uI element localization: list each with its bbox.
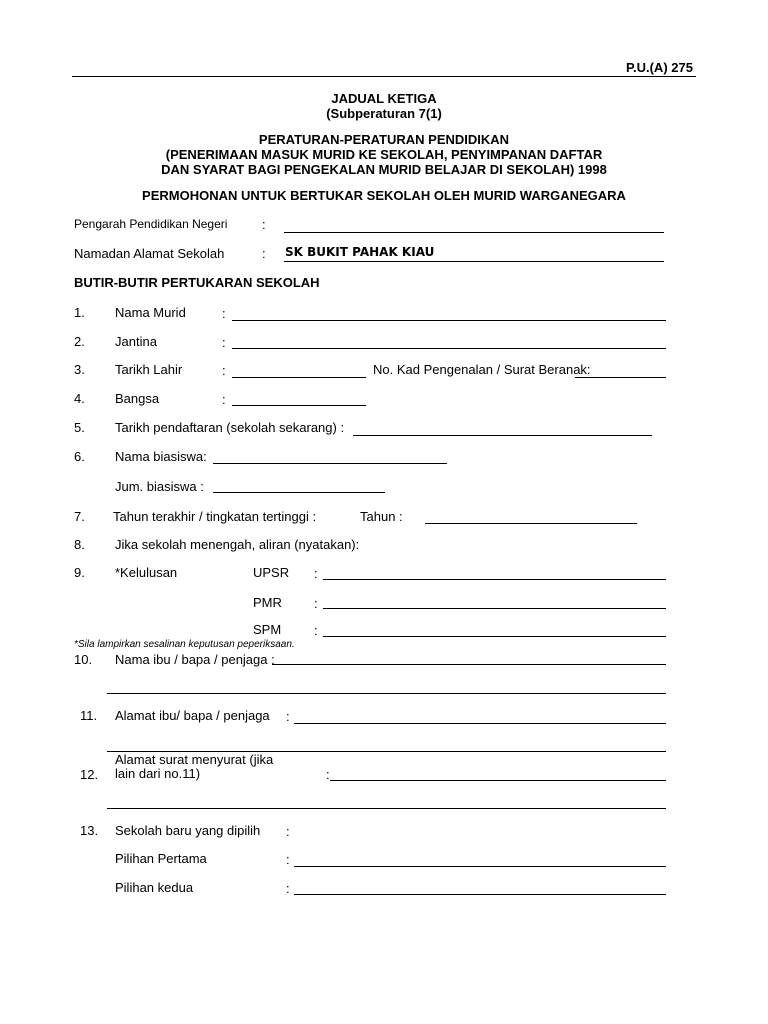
item-number-7: 7. (74, 509, 85, 524)
spm-field[interactable] (323, 636, 666, 637)
school-value[interactable]: SK BUKIT PAHAK KIAU (285, 245, 435, 259)
first-choice-field[interactable] (294, 866, 666, 867)
school-label: Namadan Alamat Sekolah (74, 246, 225, 261)
item-number-12: 12. (80, 767, 99, 782)
item-number-13: 13. (80, 823, 99, 838)
parent-address-label: Alamat ibu/ bapa / penjaga (115, 708, 270, 723)
mailing-address-colon: : (326, 767, 330, 782)
parent-name-field-2[interactable] (107, 693, 666, 694)
scholarship-name-label: Nama biasiswa: (115, 449, 207, 464)
director-label: Pengarah Pendidikan Negeri (74, 217, 228, 231)
school-colon: : (262, 246, 266, 261)
birth-date-colon: : (222, 363, 226, 378)
student-name-colon: : (222, 306, 226, 321)
item-number-1: 1. (74, 305, 85, 320)
student-name-label: Nama Murid (115, 305, 186, 320)
scholarship-name-field[interactable] (213, 463, 447, 464)
scholarship-amount-field[interactable] (213, 492, 385, 493)
upsr-field[interactable] (323, 579, 666, 580)
gender-field[interactable] (232, 348, 666, 349)
first-choice-label: Pilihan Pertama (115, 851, 207, 866)
item-number-10: 10. (74, 652, 93, 667)
regulations-title-3: DAN SYARAT BAGI PENGEKALAN MURID BELAJAR DI SEKOLAH) 1998 (161, 162, 607, 177)
pmr-label: PMR (253, 595, 282, 610)
second-choice-label: Pilihan kedua (115, 880, 194, 895)
new-school-label: Sekolah baru yang dipilih (115, 823, 261, 838)
year-label: Tahun : (360, 509, 403, 524)
document-reference: P.U.(A) 275 (626, 60, 693, 75)
parent-address-colon: : (286, 709, 290, 724)
scholarship-amount-label: Jum. biasiswa : (115, 479, 204, 494)
item-number-11: 11. (80, 708, 98, 723)
item-number-6: 6. (74, 449, 85, 464)
regulations-title-2: (PENERIMAAN MASUK MURID KE SEKOLAH, PENYIMPANAN DAFTAR (165, 147, 603, 162)
spm-label: SPM (253, 622, 282, 637)
gender-label: Jantina (115, 334, 157, 349)
schedule-title: JADUAL KETIGA (331, 91, 437, 106)
first-choice-colon: : (286, 852, 290, 867)
ic-number-field[interactable] (575, 377, 666, 378)
section-title: BUTIR-BUTIR PERTUKARAN SEKOLAH (74, 275, 320, 290)
last-year-label: Tahun terakhir / tingkatan tertinggi : (113, 509, 317, 524)
item-number-4: 4. (74, 391, 85, 406)
year-field[interactable] (425, 523, 637, 524)
mailing-address-field-2[interactable] (107, 808, 666, 809)
form-title: PERMOHONAN UNTUK BERTUKAR SEKOLAH OLEH MURID WARGANEGARA (142, 188, 626, 203)
school-field[interactable] (284, 261, 664, 262)
parent-name-label: Nama ibu / bapa / penjaga : (115, 652, 275, 667)
mailing-address-label-1: Alamat surat menyurat (jika (115, 752, 274, 767)
upsr-label: UPSR (253, 565, 290, 580)
spm-colon: : (314, 623, 318, 638)
second-choice-field[interactable] (294, 894, 666, 895)
regulations-title-1: PERATURAN-PERATURAN PENDIDIKAN (258, 132, 510, 147)
subregulation: (Subperaturan 7(1) (326, 106, 442, 121)
ic-number-label: No. Kad Pengenalan / Surat Beranak: (373, 362, 591, 377)
stream-label: Jika sekolah menengah, aliran (nyatakan): (115, 537, 360, 552)
registration-date-label: Tarikh pendaftaran (sekolah sekarang) : (115, 420, 345, 435)
item-number-8: 8. (74, 537, 85, 552)
new-school-colon: : (286, 824, 290, 839)
race-colon: : (222, 392, 226, 407)
header-rule (72, 76, 696, 77)
registration-date-field[interactable] (353, 435, 652, 436)
pmr-colon: : (314, 596, 318, 611)
birth-date-label: Tarikh Lahir (115, 362, 183, 377)
parent-name-field[interactable] (272, 664, 666, 665)
qualification-label: *Kelulusan (115, 565, 178, 580)
gender-colon: : (222, 335, 226, 350)
student-name-field[interactable] (232, 320, 666, 321)
item-number-9: 9. (74, 565, 85, 580)
mailing-address-label-2: lain dari no.11) (115, 766, 201, 781)
race-label: Bangsa (115, 391, 160, 406)
director-field[interactable] (284, 232, 664, 233)
parent-address-field[interactable] (294, 723, 666, 724)
item-number-3: 3. (74, 362, 85, 377)
item-number-2: 2. (74, 334, 85, 349)
second-choice-colon: : (286, 881, 290, 896)
item-number-5: 5. (74, 420, 85, 435)
race-field[interactable] (232, 405, 366, 406)
director-colon: : (262, 217, 266, 232)
pmr-field[interactable] (323, 608, 666, 609)
mailing-address-field[interactable] (330, 780, 666, 781)
upsr-colon: : (314, 566, 318, 581)
birth-date-field[interactable] (232, 377, 366, 378)
attachment-note: *Sila lampirkan sesalinan keputusan peperiksaan. (74, 639, 295, 650)
